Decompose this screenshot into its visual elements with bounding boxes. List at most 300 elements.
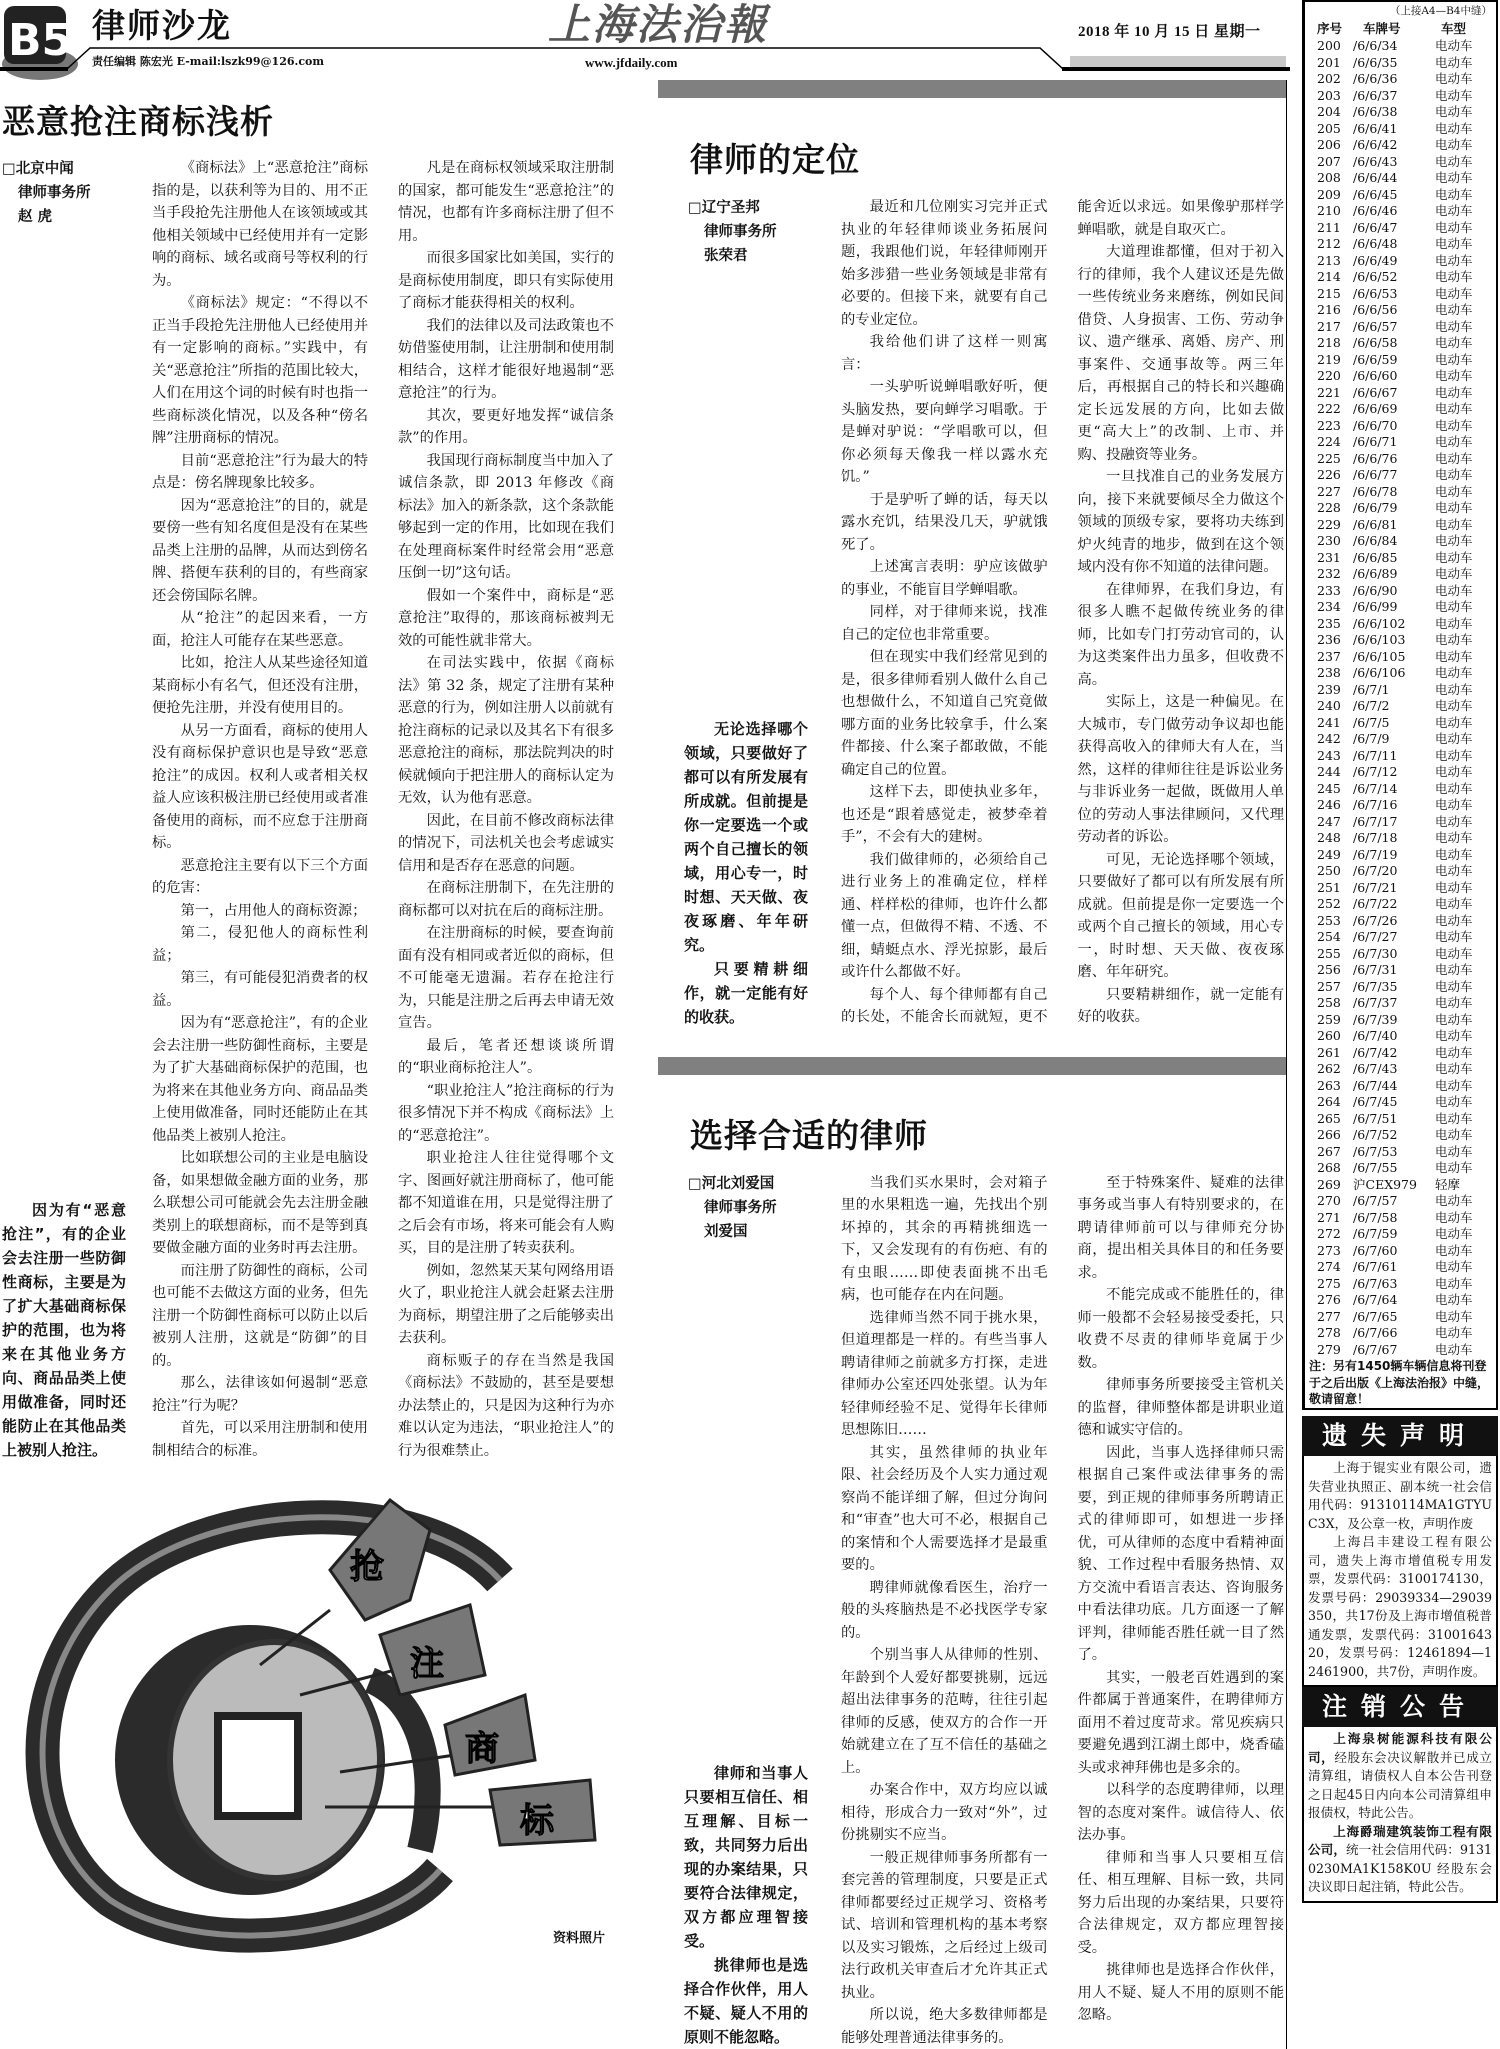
row-type: 电动车 (1435, 55, 1473, 72)
row-plate: /6/7/1 (1353, 682, 1390, 699)
row-type: 电动车 (1435, 1210, 1473, 1227)
row-plate: /6/6/71 (1353, 434, 1397, 451)
paragraph: 第三，有可能侵犯消费者的权益。 (152, 967, 368, 1012)
row-type: 电动车 (1435, 170, 1473, 187)
paragraph: 选律师当然不同于挑水果，但道理都是一样的。有些当事人聘请律师之前就多方打探，走进律师办公室还四处张望。认为年轻律师经验不足、觉得年长律师思想陈旧…… (841, 1307, 1048, 1442)
row-plate: /6/7/22 (1353, 896, 1397, 913)
row-plate: /6/7/5 (1353, 715, 1390, 732)
paragraph: 因此，在目前不修改商标法律的情况下，司法机关也会考虑诚实信用和是否存在恶意的问题。 (398, 810, 614, 878)
row-plate: /6/7/18 (1353, 830, 1397, 847)
paragraph: 上述寓言表明：驴应该做驴的事业，不能盲目学蝉唱歌。 (841, 556, 1048, 601)
row-type: 电动车 (1435, 236, 1473, 253)
row-type: 电动车 (1435, 434, 1473, 451)
row-type: 电动车 (1435, 847, 1473, 864)
row-plate: /6/7/37 (1353, 995, 1397, 1012)
row-plate: /6/6/76 (1353, 451, 1397, 468)
vehicle-row (1305, 748, 1496, 765)
paragraph: 以科学的态度聘律师，以理智的态度对案件。诚信待人、依法办事。 (1078, 1779, 1285, 1847)
row-type: 电动车 (1435, 583, 1473, 600)
paragraph: 因为有“恶意抢注”，有的企业会去注册一些防御性商标，主要是为了扩大基础商标保护的范围，也为将来在其他业务方向、商品品类上使用做准备，同时还能防止在其他品类上被别人抢注。 (152, 1012, 368, 1147)
row-number: 247 (1317, 814, 1341, 831)
row-number: 214 (1317, 269, 1341, 286)
row-plate: /6/7/57 (1353, 1193, 1397, 1210)
row-plate: /6/6/37 (1353, 88, 1397, 105)
row-number: 266 (1317, 1127, 1341, 1144)
paragraph: 而注册了防御性的商标，公司也可能不去做这方面的业务，但先注册一个防御性商标可以防止以后被别人注册，这就是“防御”的目的。 (152, 1260, 368, 1373)
paragraph: 从“抢注”的起因来看，一方面，抢注人可能存在某些恶意。 (152, 607, 368, 652)
row-type: 电动车 (1435, 814, 1473, 831)
byline-line: 律师事务所 (688, 220, 814, 244)
paragraph: 第二，侵犯他人的商标性利益； (152, 922, 368, 967)
row-plate: /6/6/103 (1353, 632, 1405, 649)
vehicle-row (1305, 104, 1496, 121)
vehicle-row (1305, 962, 1496, 979)
vehicle-row (1305, 1226, 1496, 1243)
row-plate: /6/7/65 (1353, 1309, 1397, 1326)
vehicle-row (1305, 385, 1496, 402)
row-number: 246 (1317, 797, 1341, 814)
vehicle-row (1305, 814, 1496, 831)
row-plate: /6/7/61 (1353, 1259, 1397, 1276)
row-plate: /6/6/85 (1353, 550, 1397, 567)
editor-line: 责任编辑 陈宏光 E-mail:lszk99@126.com (92, 55, 324, 69)
vehicle-row (1305, 1210, 1496, 1227)
vehicle-row (1305, 550, 1496, 567)
row-type: 电动车 (1435, 187, 1473, 204)
row-number: 244 (1317, 764, 1341, 781)
row-number: 226 (1317, 467, 1341, 484)
vehicle-row (1305, 1259, 1496, 1276)
byline-line: □河北刘爱国 (688, 1172, 814, 1196)
paragraph: 但在现实中我们经常见到的是，很多律师看别人做什么自己也想做什么，不知道自己究竟做哪方面的业务比较拿手，什么案件都接、什么案子都敢做，不能确定自己的位置。 (841, 646, 1048, 781)
byline-line: □辽宁圣邦 (688, 196, 814, 220)
photo-caption: 资料照片 (553, 1930, 605, 1946)
paragraph: 大道理谁都懂，但对于初入行的律师，我个人建议还是先做一些传统业务来磨练，例如民间借贷、人身损害、工伤、劳动争议、遗产继承、离婚、房产、刑事案件、交通事故等。两三年后，再根据自己的特长和兴趣确定长远发展的方向，比如去做更“高大上”的改制、上市、并购、投融资等业务。 (1078, 241, 1285, 466)
row-plate: /6/7/14 (1353, 781, 1397, 798)
row-plate: /6/7/20 (1353, 863, 1397, 880)
row-type: 电动车 (1435, 401, 1473, 418)
row-number: 217 (1317, 319, 1341, 336)
vehicle-row (1305, 1325, 1496, 1342)
row-plate: /6/6/53 (1353, 286, 1397, 303)
byline-line: 赵 虎 (2, 205, 140, 229)
paragraph: 因为“恶意抢注”的目的，就是要傍一些有知名度但是没有在某些品类上注册的品牌，从而达到傍名牌、搭便车获利的目的，有些商家还会傍国际名牌。 (152, 495, 368, 608)
paragraph: 这样下去，即使执业多年，也还是“跟着感觉走，被梦牵着手”，不会有大的建树。 (841, 781, 1048, 849)
paragraph: 其实，虽然律师的执业年限、社会经历及个人实力通过观察尚不能详细了解，但过分询问和“审查”也大可不必，根据自己的案情和个人需要选择才是最重要的。 (841, 1442, 1048, 1577)
vehicle-row (1305, 170, 1496, 187)
row-number: 275 (1317, 1276, 1341, 1293)
paragraph: 例如，忽然某天某句网络用语火了，职业抢注人就会赶紧去注册为商标，期望注册了之后能够卖出去获利。 (398, 1260, 614, 1350)
tag-label: 注 (410, 1644, 444, 1684)
article1-byline (2, 157, 140, 229)
row-plate: /6/7/45 (1353, 1094, 1397, 1111)
row-type: 电动车 (1435, 731, 1473, 748)
row-plate: /6/7/21 (1353, 880, 1397, 897)
byline-line: 张荣君 (688, 244, 814, 268)
paragraph: 最近和几位刚实习完并正式执业的年轻律师谈业务拓展问题，我跟他们说，年轻律师刚开始多涉猎一些业务领域是非常有必要的。但接下来，就要有自己的专业定位。 (841, 196, 1048, 331)
row-number: 261 (1317, 1045, 1341, 1062)
vehicle-row (1305, 236, 1496, 253)
row-number: 201 (1317, 55, 1341, 72)
row-number: 207 (1317, 154, 1341, 171)
row-plate: /6/7/39 (1353, 1012, 1397, 1029)
row-plate: /6/7/51 (1353, 1111, 1397, 1128)
row-plate: /6/6/48 (1353, 236, 1397, 253)
row-number: 248 (1317, 830, 1341, 847)
vehicle-row (1305, 1160, 1496, 1177)
article1 (0, 100, 640, 1960)
paragraph: 至于特殊案件、疑难的法律事务或当事人有特别要求的，在聘请律师前可以与律师充分协商，提出相关具体目的和任务要求。 (1078, 1172, 1285, 1285)
row-number: 234 (1317, 599, 1341, 616)
row-type: 电动车 (1435, 500, 1473, 517)
row-number: 242 (1317, 731, 1341, 748)
row-plate: /6/7/42 (1353, 1045, 1397, 1062)
row-type: 电动车 (1435, 665, 1473, 682)
tag-icon (490, 1780, 595, 1845)
row-number: 229 (1317, 517, 1341, 534)
row-plate: /6/6/56 (1353, 302, 1397, 319)
row-type: 电动车 (1435, 484, 1473, 501)
row-number: 274 (1317, 1259, 1341, 1276)
row-number: 267 (1317, 1144, 1341, 1161)
row-number: 209 (1317, 187, 1341, 204)
byline-line: □北京中闻 (2, 157, 140, 181)
byline-line: 刘爱国 (688, 1220, 814, 1244)
row-plate: /6/7/19 (1353, 847, 1397, 864)
vehicle-row (1305, 632, 1496, 649)
row-type: 电动车 (1435, 88, 1473, 105)
paragraph: 比如联想公司的主业是电脑设备，如果想做金融方面的业务，那么联想公司可能就会先去注册金融类别上的联想商标，而不是等到真要做金融方面的业务时再去注册。 (152, 1147, 368, 1260)
row-plate: /6/6/77 (1353, 467, 1397, 484)
row-plate: /6/7/43 (1353, 1061, 1397, 1078)
row-number: 227 (1317, 484, 1341, 501)
row-type: 电动车 (1435, 467, 1473, 484)
tag-label: 抢 (350, 1547, 384, 1587)
row-type: 电动车 (1435, 764, 1473, 781)
vehicle-row (1305, 418, 1496, 435)
company-name: 上海爵瑞建筑装饰工程有限公司， (1308, 1824, 1492, 1858)
row-number: 205 (1317, 121, 1341, 138)
row-plate: /6/6/34 (1353, 38, 1397, 55)
row-type: 电动车 (1435, 1292, 1473, 1309)
row-type: 电动车 (1435, 1028, 1473, 1045)
paragraph: 个别当事人从律师的性别、年龄到个人爱好都要挑剔，远远超出法律事务的范畴，往往引起律师的反感，使双方的合作一开始就建立在了互不信任的基础之上。 (841, 1644, 1048, 1779)
row-plate: /6/7/67 (1353, 1342, 1397, 1359)
row-number: 220 (1317, 368, 1341, 385)
row-plate: /6/7/64 (1353, 1292, 1397, 1309)
row-plate: /6/6/43 (1353, 154, 1397, 171)
article3-pull-quote (684, 1741, 808, 2049)
row-plate: /6/6/35 (1353, 55, 1397, 72)
row-number: 231 (1317, 550, 1341, 567)
vehicle-row (1305, 1012, 1496, 1029)
row-number: 200 (1317, 38, 1341, 55)
article2-byline (684, 196, 814, 268)
paragraph: 商标贩子的存在当然是我国《商标法》不鼓励的，甚至是要想办法禁止的，只是因为这种行为亦难以认定为违法，“职业抢注人”的行为很难禁止。 (398, 1350, 614, 1463)
row-number: 211 (1317, 220, 1341, 237)
row-type: 电动车 (1435, 929, 1473, 946)
paragraph: 首先，可以采用注册制和使用制相结合的标准。 (152, 1417, 368, 1462)
vehicle-row (1305, 137, 1496, 154)
vehicle-row (1305, 269, 1496, 286)
vehicle-row (1305, 1061, 1496, 1078)
tag-label: 标 (520, 1801, 555, 1841)
vehicle-row (1305, 286, 1496, 303)
row-number: 273 (1317, 1243, 1341, 1260)
row-number: 237 (1317, 649, 1341, 666)
pull-quote-paragraph: 律师和当事人只要相互信任、相互理解、目标一致，共同努力后出现的办案结果，只要符合法律规定，双方都应理智接受。 (684, 1761, 808, 1953)
row-plate: /6/6/84 (1353, 533, 1397, 550)
paragraph: 聘律师就像看医生，治疗一般的头疼脑热是不必找医学专家的。 (841, 1577, 1048, 1645)
cancel-notice-item (1304, 1730, 1496, 1823)
vehicle-row (1305, 368, 1496, 385)
vehicle-row (1305, 1144, 1496, 1161)
row-plate: /6/6/57 (1353, 319, 1397, 336)
row-type: 电动车 (1435, 385, 1473, 402)
row-number: 203 (1317, 88, 1341, 105)
paragraph: 凡是在商标权领域采取注册制的国家，都可能发生“恶意抢注”的情况，也都有许多商标注册了但不用。 (398, 157, 614, 247)
paragraph: 一旦找准自己的业务发展方向，接下来就要倾尽全力做这个领域的顶级专家，要将功夫练到炉火纯青的地步，做到在这个领域内没有你不知道的法律问题。 (1078, 466, 1285, 579)
row-type: 电动车 (1435, 566, 1473, 583)
row-type: 电动车 (1435, 599, 1473, 616)
row-plate: /6/7/63 (1353, 1276, 1397, 1293)
row-number: 272 (1317, 1226, 1341, 1243)
vehicle-row (1305, 335, 1496, 352)
paragraph: 其实，一般老百姓遇到的案件都属于普通案件，在聘律师方面用不着过度苛求。常见疾病只要避免遇到江湖土郎中，烧香磕头或求神拜佛也是多余的。 (1078, 1667, 1285, 1780)
paragraph: 因此，当事人选择律师只需根据自己案件或法律事务的需要，到正规的律师事务所聘请正式的律师即可，如想进一步择优，可从律师的态度中看精神面貌、工作过程中看服务热情、双方交流中看语言表达、咨询服务中看法律功底。几方面逐一了解评判，律师能否胜任就一目了然了。 (1078, 1442, 1285, 1667)
paragraph: 而很多国家比如美国，实行的是商标使用制度，即只有实际使用了商标才能获得相关的权利。 (398, 247, 614, 315)
article3-byline (684, 1172, 814, 1244)
row-plate: /6/7/9 (1353, 731, 1390, 748)
row-type: 电动车 (1435, 533, 1473, 550)
page-badge: B5 (8, 15, 72, 66)
row-type: 电动车 (1435, 748, 1473, 765)
row-type: 电动车 (1435, 137, 1473, 154)
tag-icon (445, 1695, 535, 1775)
paragraph: 在商标注册制下，在先注册的商标都可以对抗在后的商标注册。 (398, 877, 614, 922)
article1-title: 恶意抢注商标浅析 (0, 100, 640, 157)
row-plate: /6/6/89 (1353, 566, 1397, 583)
pull-quote-paragraph: 因为有“恶意抢注”，有的企业会去注册一些防御性商标，主要是为了扩大基础商标保护的范围，也为将来在其他业务方向、商品品类上使用做准备，同时还能防止在其他品类上被别人抢注。 (2, 1198, 126, 1462)
row-plate: /6/6/67 (1353, 385, 1397, 402)
row-plate: /6/6/81 (1353, 517, 1397, 534)
vehicle-row (1305, 1193, 1496, 1210)
row-type: 电动车 (1435, 863, 1473, 880)
row-plate: 沪CEX979 (1353, 1177, 1417, 1194)
row-number: 276 (1317, 1292, 1341, 1309)
row-type: 电动车 (1435, 319, 1473, 336)
row-number: 239 (1317, 682, 1341, 699)
vehicle-row (1305, 319, 1496, 336)
row-type: 电动车 (1435, 1342, 1473, 1359)
row-type: 电动车 (1435, 896, 1473, 913)
row-number: 262 (1317, 1061, 1341, 1078)
row-number: 218 (1317, 335, 1341, 352)
row-number: 255 (1317, 946, 1341, 963)
row-number: 230 (1317, 533, 1341, 550)
row-type: 电动车 (1435, 154, 1473, 171)
paragraph: 同样，对于律师来说，找准自己的定位也非常重要。 (841, 601, 1048, 646)
trademark-illustration (0, 1470, 640, 1960)
vehicle-row (1305, 1309, 1496, 1326)
paragraph: 我给他们讲了这样一则寓言： (841, 331, 1048, 376)
row-plate: /6/6/99 (1353, 599, 1397, 616)
row-number: 236 (1317, 632, 1341, 649)
paragraph: 《商标法》规定：“不得以不正当手段抢先注册他人已经使用并有一定影响的商标。”实践中，有关“恶意抢注”所指的范围比较大，人们在用这个词的时候有时也指一些商标淡化情况，以及各种“傍名牌”注册商标的情况。 (152, 292, 368, 450)
row-plate: /6/7/26 (1353, 913, 1397, 930)
paragraph: 《商标法》上“恶意抢注”商标指的是，以获利等为目的、用不正当手段抢先注册他人在该领域或其他相关领域中已经使用并有一定影响的商标、域名或商号等权利的行为。 (152, 157, 368, 292)
header-number: 序号 (1317, 20, 1342, 38)
row-number: 260 (1317, 1028, 1341, 1045)
paragraph: 在律师界，在我们身边，有很多人瞧不起做传统业务的律师，比如专门打劳动官司的，认为这类案件出力虽多，但收费不高。 (1078, 579, 1285, 692)
row-plate: /6/7/27 (1353, 929, 1397, 946)
row-plate: /6/6/47 (1353, 220, 1397, 237)
vehicle-row (1305, 121, 1496, 138)
row-type: 电动车 (1435, 121, 1473, 138)
paragraph: “职业抢注人”抢注商标的行为很多情况下并不构成《商标法》上的“恶意抢注”。 (398, 1080, 614, 1148)
row-plate: /6/7/17 (1353, 814, 1397, 831)
vehicle-row (1305, 1276, 1496, 1293)
row-type: 电动车 (1435, 880, 1473, 897)
row-plate: /6/7/59 (1353, 1226, 1397, 1243)
issue-date: 2018 年 10 月 15 日 星期一 (1078, 22, 1261, 42)
coin-square-hole (218, 1716, 298, 1816)
vehicle-row (1305, 71, 1496, 88)
vehicle-row (1305, 566, 1496, 583)
vehicle-row (1305, 203, 1496, 220)
vehicle-row (1305, 55, 1496, 72)
vehicle-row (1305, 1243, 1496, 1260)
paragraph: 那么，法律该如何遏制“恶意抢注”行为呢？ (152, 1372, 368, 1417)
vehicle-row (1305, 253, 1496, 270)
row-number: 210 (1317, 203, 1341, 220)
middle-column (658, 80, 1287, 2049)
row-plate: /6/6/102 (1353, 616, 1405, 633)
vehicle-row (1305, 154, 1496, 171)
website-link[interactable]: www.jfdaily.com (585, 55, 677, 70)
article2-body (841, 196, 1284, 1029)
pull-quote-paragraph: 只要精耕细作，就一定能有好的收获。 (684, 957, 808, 1029)
lost-notice-heading: 遗失声明 (1302, 1416, 1498, 1456)
vehicle-row (1305, 913, 1496, 930)
pull-quote-paragraph: 无论选择哪个领域，只要做好了都可以有所发展有所成就。但前提是你一定要选一个或两个自己擅长的领域，用心专一，时时想、天天做、夜夜琢磨、年年研究。 (684, 717, 808, 957)
vehicle-row (1305, 896, 1496, 913)
paragraph: 第一，占用他人的商标资源； (152, 900, 368, 923)
row-number: 270 (1317, 1193, 1341, 1210)
row-number: 252 (1317, 896, 1341, 913)
row-type: 电动车 (1435, 302, 1473, 319)
row-type: 电动车 (1435, 979, 1473, 996)
row-plate: /6/6/42 (1353, 137, 1397, 154)
row-type: 电动车 (1435, 550, 1473, 567)
continued-note: （上接A4—B4中缝） (1390, 4, 1492, 18)
vehicle-row (1305, 220, 1496, 237)
row-number: 269 (1317, 1177, 1341, 1194)
row-plate: /6/6/49 (1353, 253, 1397, 270)
vehicle-row (1305, 467, 1496, 484)
vehicle-row (1305, 847, 1496, 864)
row-type: 电动车 (1435, 946, 1473, 963)
vehicle-row (1305, 929, 1496, 946)
row-type: 电动车 (1435, 995, 1473, 1012)
row-number: 249 (1317, 847, 1341, 864)
article3-title: 选择合适的律师 (690, 1114, 1286, 1158)
row-number: 250 (1317, 863, 1341, 880)
vehicle-row (1305, 649, 1496, 666)
vehicle-row (1305, 1078, 1496, 1095)
paragraph: 其次，要更好地发挥“诚信条款”的作用。 (398, 405, 614, 450)
row-plate: /6/6/46 (1353, 203, 1397, 220)
vehicle-row (1305, 1045, 1496, 1062)
vehicle-row (1305, 1127, 1496, 1144)
row-type: 电动车 (1435, 962, 1473, 979)
row-type: 电动车 (1435, 797, 1473, 814)
row-number: 278 (1317, 1325, 1341, 1342)
row-type: 电动车 (1435, 335, 1473, 352)
lost-notice-item: 上海吕丰建设工程有限公司，遗失上海市增值税专用发票，发票代码：3100174130，发票号码：29039334—29039350，共17份及上海市增值税普通发票，发票代码：3100164320，发票号码：12461894—12461900，共7份，声明作废。 (1304, 1533, 1496, 1681)
row-number: 225 (1317, 451, 1341, 468)
row-plate: /6/6/60 (1353, 368, 1397, 385)
vehicle-row (1305, 665, 1496, 682)
vehicle-row (1305, 38, 1496, 55)
cancel-notice-item (1304, 1823, 1496, 1897)
paragraph: 比如，抢注人从某些途径知道某商标小有名气，但还没有注册，便抢先注册，并没有使用目的。 (152, 652, 368, 720)
notices (1302, 1416, 1498, 1903)
vehicle-row (1305, 731, 1496, 748)
pull-quote-paragraph: 挑律师也是选择合作伙伴，用人不疑、疑人不用的原则不能忽略。 (684, 1953, 808, 2049)
vehicle-row (1305, 946, 1496, 963)
row-plate: /6/6/45 (1353, 187, 1397, 204)
lost-notice-item: 上海于锟实业有限公司，遗失营业执照正、副本统一社会信用代码：91310114MA1GTYUC3X，及公章一枚，声明作废 (1304, 1459, 1496, 1533)
row-type: 电动车 (1435, 1111, 1473, 1128)
row-plate: /6/7/12 (1353, 764, 1397, 781)
row-type: 电动车 (1435, 1325, 1473, 1342)
row-number: 253 (1317, 913, 1341, 930)
row-number: 212 (1317, 236, 1341, 253)
row-number: 264 (1317, 1094, 1341, 1111)
row-plate: /6/7/55 (1353, 1160, 1397, 1177)
row-number: 271 (1317, 1210, 1341, 1227)
vehicle-row (1305, 187, 1496, 204)
paragraph: 从另一方面看，商标的使用人没有商标保护意识也是导致“恶意抢注”的成因。权利人或者相关权益人应该积极注册已经使用或者准备使用的商标，而不应怠于注册商标。 (152, 720, 368, 855)
row-type: 电动车 (1435, 203, 1473, 220)
row-number: 204 (1317, 104, 1341, 121)
header-type: 车型 (1441, 20, 1466, 38)
row-number: 232 (1317, 566, 1341, 583)
row-number: 259 (1317, 1012, 1341, 1029)
row-type: 电动车 (1435, 1243, 1473, 1260)
vehicle-row (1305, 1094, 1496, 1111)
row-plate: /6/7/16 (1353, 797, 1397, 814)
row-plate: /6/7/31 (1353, 962, 1397, 979)
row-plate: /6/6/44 (1353, 170, 1397, 187)
row-plate: /6/6/36 (1353, 71, 1397, 88)
row-type: 电动车 (1435, 451, 1473, 468)
vehicle-row (1305, 1028, 1496, 1045)
paragraph: 所以说，绝大多数律师都是能够处理普通法律事务的。 (841, 2004, 1048, 2049)
cancel-notice-heading: 注销公告 (1302, 1687, 1498, 1727)
row-number: 223 (1317, 418, 1341, 435)
paragraph: 律师事务所要接受主管机关的监督，律师整体都是讲职业道德和诚实守信的。 (1078, 1374, 1285, 1442)
row-plate: /6/7/58 (1353, 1210, 1397, 1227)
paragraph: 只要精耕细作，就一定能有好的收获。 (1078, 984, 1285, 1029)
row-type: 电动车 (1435, 781, 1473, 798)
row-plate: /6/6/90 (1353, 583, 1397, 600)
row-plate: /6/6/38 (1353, 104, 1397, 121)
paragraph: 律师和当事人只要相互信任、相互理解、目标一致，共同努力后出现的办案结果，只要符合法律规定，双方都应理智接受。 (1078, 1847, 1285, 1960)
paragraph: 挑律师也是选择合作伙伴，用人不疑、疑人不用的原则不能忽略。 (1078, 1959, 1285, 2027)
row-plate: /6/7/66 (1353, 1325, 1397, 1342)
